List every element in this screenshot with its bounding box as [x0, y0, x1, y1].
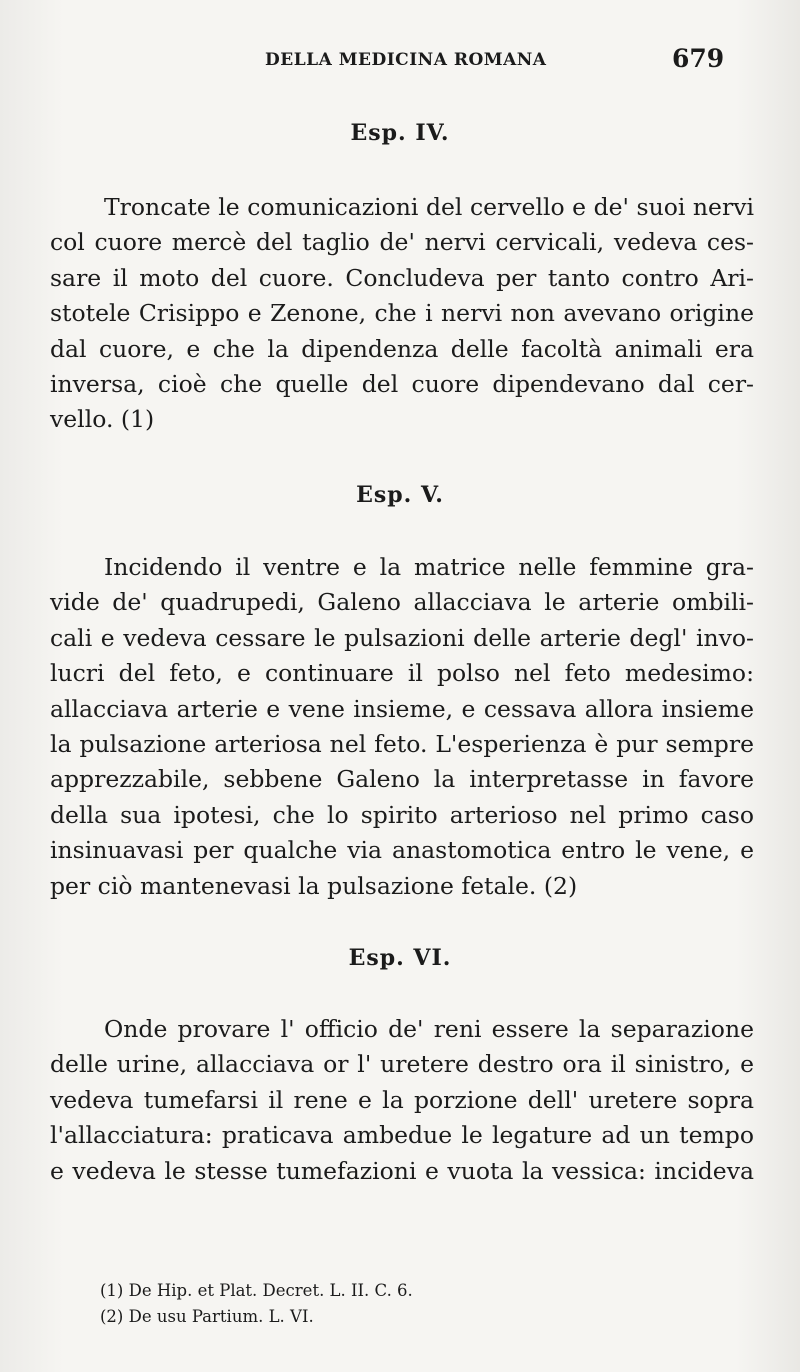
text-line: la pulsazione arteriosa nel feto. L'esperienza è pur sempre — [50, 729, 754, 758]
text-line: vello. (1) — [50, 405, 155, 434]
footnote: (2) De usu Partium. L. VI. — [100, 1307, 314, 1326]
text-line: l'allacciatura: praticava ambedue le legature ad un tempo — [50, 1121, 754, 1150]
paragraph — [50, 1012, 754, 1189]
page-header — [0, 44, 800, 84]
section-heading: Esp. VI. — [348, 945, 452, 971]
text-line: per ciò mantenevasi la pulsazione fetale. (2) — [50, 871, 578, 900]
running-title: DELLA MEDICINA ROMANA — [265, 50, 547, 70]
section-heading: Esp. IV. — [350, 120, 450, 146]
text-line: Onde provare l' officio de' reni essere la separazione — [104, 1015, 754, 1043]
page-number: 679 — [672, 44, 725, 73]
text-line: inversa, cioè che quelle del cuore dipendevano dal cer- — [50, 369, 754, 398]
text-line: sare il moto del cuore. Concludeva per tanto contro Ari- — [50, 263, 754, 292]
text-line: stotele Crisippo e Zenone, che i nervi non avevano origine — [50, 299, 754, 328]
text-line: insinuavasi per qualche via anastomotica entro le vene, e — [50, 836, 754, 865]
text-line: e vedeva le stesse tumefazioni e vuota la vessica: incideva — [50, 1156, 754, 1185]
text-line: Troncate le comunicazioni del cervello e de' suoi nervi — [104, 193, 754, 221]
paragraph — [50, 190, 754, 438]
paragraph — [50, 550, 754, 904]
section-heading: Esp. V. — [356, 482, 444, 508]
text-line: vide de' quadrupedi, Galeno allacciava le arterie ombili- — [50, 588, 754, 617]
text-line: delle urine, allacciava or l' uretere destro ora il sinistro, e — [50, 1050, 754, 1079]
text-line: dal cuore, e che la dipendenza delle facoltà animali era — [50, 334, 754, 363]
text-line: col cuore mercè del taglio de' nervi cervicali, vedeva ces- — [50, 228, 754, 257]
text-line: cali e vedeva cessare le pulsazioni delle arterie degl' invo- — [50, 623, 754, 652]
text-line: apprezzabile, sebbene Galeno la interpretasse in favore — [50, 765, 754, 794]
text-line: della sua ipotesi, che lo spirito arterioso nel primo caso — [50, 800, 754, 829]
footnotes — [100, 1278, 740, 1330]
text-line: vedeva tumefarsi il rene e la porzione dell' uretere sopra — [50, 1085, 754, 1114]
footnote: (1) De Hip. et Plat. Decret. L. II. C. 6. — [100, 1281, 413, 1300]
text-line: lucri del feto, e continuare il polso nel feto medesimo: — [50, 659, 754, 688]
text-line: Incidendo il ventre e la matrice nelle femmine gra- — [104, 553, 754, 581]
text-line: allacciava arterie e vene insieme, e cessava allora insieme — [50, 694, 754, 723]
